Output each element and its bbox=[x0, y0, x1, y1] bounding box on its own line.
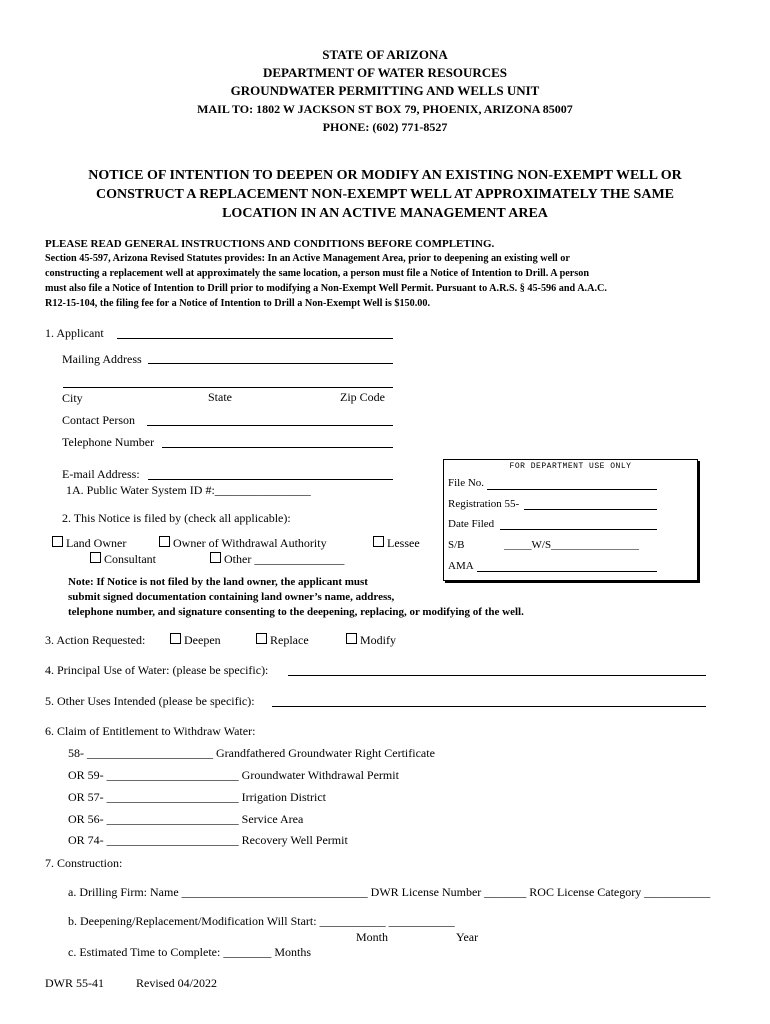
header-department: DEPARTMENT OF WATER RESOURCES bbox=[262, 65, 508, 80]
claim-of-entitlement-label: 6. Claim of Entitlement to Withdraw Water: bbox=[45, 724, 256, 738]
instructions-para-1: Section 45-597, Arizona Revised Statutes provides: In an Active Management Area, prior to deepening an existing well or bbox=[45, 253, 570, 264]
note-line-3: telephone number, and signature consenting to the deepening, replacing, or modifying of the well. bbox=[68, 606, 524, 618]
email-label: E-mail Address: bbox=[62, 467, 140, 481]
checkbox-icon[interactable] bbox=[346, 633, 357, 644]
drilling-firm-row[interactable]: a. Drilling Firm: Name _______________________________ DWR License Number _______ ROC License Category ___________ bbox=[68, 885, 711, 899]
checkbox-owner-withdrawal-authority[interactable] bbox=[159, 536, 327, 551]
checkbox-land-owner[interactable] bbox=[52, 536, 126, 551]
note-line-1: Note: If Notice is not filed by the land owner, the applicant must bbox=[68, 576, 368, 588]
sb-label: S/B bbox=[448, 539, 465, 551]
deepen-label: Deepen bbox=[184, 633, 221, 647]
entitlement-58[interactable]: 58- _____________________ Grandfathered Groundwater Right Certificate bbox=[68, 746, 435, 760]
action-requested-label: 3. Action Requested: bbox=[45, 633, 146, 647]
checkbox-icon[interactable] bbox=[210, 552, 221, 563]
entitlement-56[interactable]: OR 56- ______________________ Service Area bbox=[68, 812, 304, 826]
checkbox-icon[interactable] bbox=[90, 552, 101, 563]
checkbox-icon[interactable] bbox=[373, 536, 384, 547]
form-number: DWR 55-41 bbox=[45, 976, 104, 990]
note-line-2: submit signed documentation containing land owner’s name, address, bbox=[68, 591, 395, 603]
ama-label: AMA bbox=[448, 560, 474, 572]
entitlement-59[interactable]: OR 59- ______________________ Groundwater Withdrawal Permit bbox=[68, 768, 399, 782]
other-uses-label: 5. Other Uses Intended (please be specific): bbox=[45, 694, 255, 708]
mailing-address-field[interactable] bbox=[148, 363, 393, 364]
checkbox-other[interactable] bbox=[210, 552, 344, 567]
telephone-label: Telephone Number bbox=[62, 435, 155, 449]
modify-label: Modify bbox=[360, 633, 396, 647]
instructions-para-3: must also file a Notice of Intention to Drill prior to modifying a Non-Exempt Well Permit. Pursuant to A.R.S. § 45-596 and A.A.C. bbox=[45, 283, 607, 294]
other-uses-field[interactable] bbox=[272, 706, 706, 707]
department-use-heading: FOR DEPARTMENT USE ONLY bbox=[509, 462, 632, 471]
date-filed-field[interactable] bbox=[500, 529, 657, 530]
public-water-system-id[interactable]: 1A. Public Water System ID #:________________ bbox=[66, 483, 311, 497]
form-title-line3: LOCATION IN AN ACTIVE MANAGEMENT AREA bbox=[222, 206, 548, 221]
department-use-box bbox=[443, 459, 698, 581]
instructions-para-2: constructing a replacement well at approximately the same location, a person must file a Notice of Intention to Drill. A person bbox=[45, 268, 590, 279]
contact-person-field[interactable] bbox=[147, 425, 393, 426]
instructions-para-4: R12-15-104, the filing fee for a Notice of Intention to Drill a Non-Exempt Well is $150.00. bbox=[45, 298, 431, 309]
instructions-heading: PLEASE READ GENERAL INSTRUCTIONS AND CONDITIONS BEFORE COMPLETING. bbox=[45, 238, 495, 250]
year-label: Year bbox=[456, 930, 479, 944]
replace-label: Replace bbox=[270, 633, 309, 647]
header-state: STATE OF ARIZONA bbox=[322, 47, 448, 62]
entitlement-57[interactable]: OR 57- ______________________ Irrigation District bbox=[68, 790, 326, 804]
land-owner-label: Land Owner bbox=[66, 536, 127, 550]
header-mailing-address: MAIL TO: 1802 W JACKSON ST BOX 79, PHOENIX, ARIZONA 85007 bbox=[197, 102, 573, 116]
revision-date: Revised 04/2022 bbox=[136, 976, 217, 990]
email-field[interactable] bbox=[148, 479, 393, 480]
city-state-zip-field[interactable] bbox=[63, 387, 393, 388]
checkbox-consultant[interactable] bbox=[90, 552, 156, 567]
contact-person-label: Contact Person bbox=[62, 413, 135, 427]
principal-use-field[interactable] bbox=[288, 675, 706, 676]
checkbox-icon[interactable] bbox=[170, 633, 181, 644]
date-filed-label: Date Filed bbox=[448, 518, 495, 530]
ama-field[interactable] bbox=[477, 571, 657, 572]
file-no-label: File No. bbox=[448, 477, 485, 489]
city-label: City bbox=[62, 391, 83, 405]
other-label: Other _______________ bbox=[224, 552, 345, 566]
registration-field[interactable] bbox=[524, 509, 657, 510]
checkbox-icon[interactable] bbox=[52, 536, 63, 547]
applicant-label: 1. Applicant bbox=[45, 326, 104, 340]
header-unit: GROUNDWATER PERMITTING AND WELLS UNIT bbox=[230, 83, 540, 98]
start-date-row[interactable]: b. Deepening/Replacement/Modification Will Start: ___________ ___________ bbox=[68, 914, 455, 928]
zip-code-label: Zip Code bbox=[340, 390, 385, 404]
state-label: State bbox=[208, 390, 232, 404]
checkbox-deepen[interactable] bbox=[170, 633, 221, 648]
mailing-address-label: Mailing Address bbox=[62, 352, 142, 366]
filed-by-label: 2. This Notice is filed by (check all applicable): bbox=[62, 511, 291, 525]
construction-label: 7. Construction: bbox=[45, 856, 123, 870]
principal-use-label: 4. Principal Use of Water: (please be specific): bbox=[45, 663, 269, 677]
form-title-line1: NOTICE OF INTENTION TO DEEPEN OR MODIFY AN EXISTING NON-EXEMPT WELL OR bbox=[88, 168, 682, 183]
month-label: Month bbox=[356, 930, 389, 944]
lessee-label: Lessee bbox=[387, 536, 420, 550]
consultant-label: Consultant bbox=[104, 552, 157, 566]
checkbox-modify[interactable] bbox=[346, 633, 396, 648]
file-no-field[interactable] bbox=[487, 489, 657, 490]
checkbox-lessee[interactable] bbox=[373, 536, 420, 551]
estimated-time-row[interactable]: c. Estimated Time to Complete: ________ Months bbox=[68, 945, 311, 959]
ws-field[interactable]: _____W/S________________ bbox=[504, 539, 640, 551]
entitlement-74[interactable]: OR 74- ______________________ Recovery Well Permit bbox=[68, 833, 348, 847]
registration-label: Registration 55- bbox=[448, 498, 520, 510]
header-phone: PHONE: (602) 771-8527 bbox=[322, 120, 448, 134]
checkbox-icon[interactable] bbox=[159, 536, 170, 547]
owner-withdrawal-label: Owner of Withdrawal Authority bbox=[173, 536, 327, 550]
checkbox-replace[interactable] bbox=[256, 633, 309, 648]
telephone-field[interactable] bbox=[162, 447, 393, 448]
applicant-field[interactable] bbox=[117, 338, 393, 339]
checkbox-icon[interactable] bbox=[256, 633, 267, 644]
form-title-line2: CONSTRUCT A REPLACEMENT NON-EXEMPT WELL AT APPROXIMATELY THE SAME bbox=[95, 187, 674, 202]
